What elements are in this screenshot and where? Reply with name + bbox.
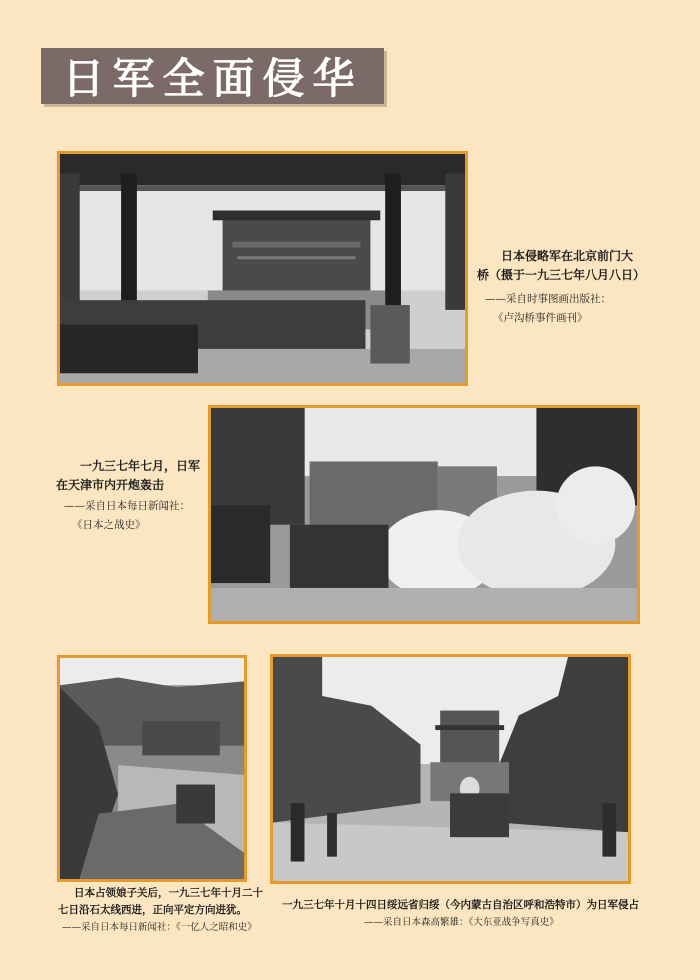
caption-1-source-1: ——采自时事图画出版社：: [485, 293, 611, 305]
caption-4-line-1: 一九三七年十月十四日绥远省归绥（今内蒙古自治区呼和浩特市）为日军侵占: [282, 899, 639, 911]
photo-qianmen: [57, 151, 468, 386]
photo-niangziguan: [57, 655, 247, 882]
caption-3-line-1: 日本占领娘子关后，一九三七年十月二十: [74, 887, 263, 899]
caption-2-source-1: ——采自日本每日新闻社：: [64, 500, 190, 512]
caption-2: [56, 457, 206, 535]
caption-3-line-2: 七日沿石太线西进，正向平定方向进犹。: [58, 904, 247, 916]
caption-2-source-2: 《日本之战史》: [72, 519, 146, 531]
photo-guisui: [270, 654, 631, 884]
page-title: 日军全面侵华: [62, 54, 363, 103]
caption-1-line-1: 日本侵略军在北京前门大: [501, 249, 634, 263]
caption-2-line-2: 在天津市内开炮轰击: [56, 478, 165, 492]
caption-1-source-2: 《卢沟桥事件画刊》: [493, 312, 588, 324]
caption-1-line-2: 桥（摄于一九三七年八月八日）: [477, 268, 646, 282]
page-title-box: [41, 48, 384, 104]
caption-3: [58, 885, 263, 936]
caption-4: [282, 897, 642, 931]
caption-3-source-1: ——采自日本每日新闻社：《一亿人之昭和史》: [62, 922, 257, 933]
caption-4-source-1: ——采自日本森高繁雄：《大东亚战争写真史》: [364, 917, 559, 928]
photo-tianjin: [208, 405, 640, 624]
caption-2-line-1: 一九三七年七月，日军: [80, 459, 201, 473]
caption-1: [477, 247, 687, 328]
